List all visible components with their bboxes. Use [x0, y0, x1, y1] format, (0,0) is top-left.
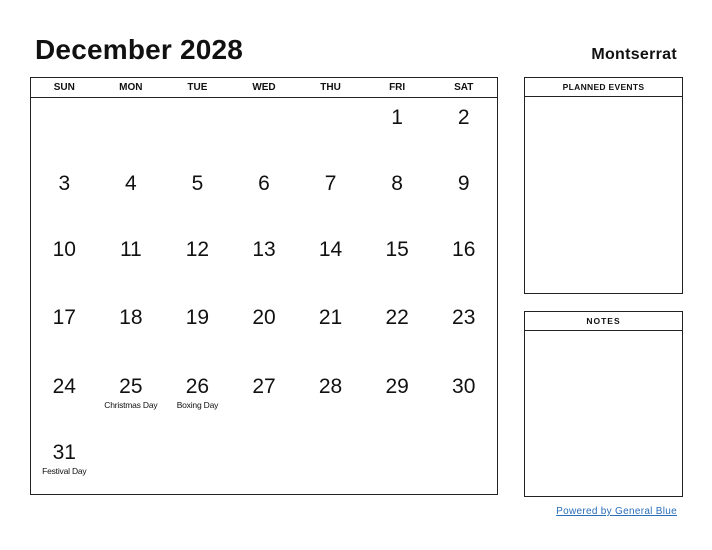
calendar-day-cell [430, 367, 497, 433]
calendar-day-cell [231, 433, 298, 495]
calendar-day-cell [297, 98, 364, 164]
calendar-grid [31, 98, 497, 495]
calendar-day-cell [430, 98, 497, 164]
calendar-day-cell [164, 164, 231, 230]
calendar-day-cell [164, 367, 231, 433]
day-number: 18 [119, 306, 143, 329]
calendar-day-cell [430, 230, 497, 298]
day-number: 14 [318, 238, 343, 261]
day-number: 28 [318, 375, 343, 398]
notes-heading: NOTES [525, 312, 682, 331]
calendar-day-cell [430, 298, 497, 367]
calendar-day-cell [164, 298, 231, 367]
day-number: 1 [391, 106, 403, 129]
day-number: 21 [318, 306, 343, 329]
day-number: 6 [258, 172, 270, 195]
calendar-day-cell [231, 298, 298, 367]
calendar-day-cell [98, 164, 165, 230]
day-number: 31 [52, 441, 76, 464]
holiday-label: Christmas Day [104, 400, 158, 410]
calendar-day-cell [98, 367, 165, 433]
day-number: 8 [391, 172, 403, 195]
month-calendar [30, 77, 498, 495]
holiday-label: Festival Day [42, 466, 87, 476]
weekday-sun: SUN [53, 82, 75, 93]
calendar-day-cell [164, 98, 231, 164]
calendar-day-cell [364, 433, 431, 495]
calendar-day-cell [164, 230, 231, 298]
notes-box [524, 311, 683, 497]
calendar-day-cell [297, 164, 364, 230]
calendar-day-cell [430, 433, 497, 495]
day-number: 12 [185, 238, 210, 261]
calendar-day-cell [364, 298, 431, 367]
day-number: 22 [385, 306, 409, 329]
country-name: Montserrat [591, 46, 677, 63]
calendar-day-cell [98, 98, 165, 164]
calendar-day-cell [297, 230, 364, 298]
calendar-day-cell [297, 367, 364, 433]
calendar-day-cell [231, 164, 298, 230]
weekday-thu: THU [320, 82, 341, 93]
weekday-wed: WED [252, 82, 276, 93]
planned-events-box [524, 77, 683, 294]
calendar-day-cell [31, 433, 98, 495]
calendar-day-cell [231, 98, 298, 164]
day-number: 13 [252, 238, 276, 261]
day-number: 9 [457, 172, 470, 195]
calendar-day-cell [31, 367, 98, 433]
day-number: 24 [52, 375, 76, 398]
calendar-day-cell [231, 230, 298, 298]
day-number: 16 [452, 238, 476, 261]
calendar-day-cell [297, 433, 364, 495]
weekday-header-row [31, 78, 497, 98]
day-number: 25 [119, 375, 143, 398]
calendar-day-cell [297, 298, 364, 367]
weekday-fri: FRI [389, 82, 406, 93]
day-number: 30 [452, 375, 476, 398]
day-number: 26 [185, 375, 210, 398]
calendar-day-cell [31, 230, 98, 298]
planned-events-heading: PLANNED EVENTS [525, 78, 682, 97]
day-number: 3 [58, 172, 71, 195]
calendar-day-cell [98, 230, 165, 298]
calendar-day-cell [364, 164, 431, 230]
calendar-day-cell [31, 298, 98, 367]
day-number: 20 [252, 306, 276, 329]
day-number: 27 [252, 375, 276, 398]
calendar-day-cell [31, 164, 98, 230]
day-number: 2 [457, 106, 470, 129]
calendar-day-cell [364, 367, 431, 433]
powered-by-link[interactable]: Powered by General Blue [556, 506, 677, 517]
day-number: 29 [385, 375, 409, 398]
day-number: 17 [52, 306, 76, 329]
day-number: 10 [52, 238, 76, 261]
calendar-day-cell [164, 433, 231, 495]
calendar-day-cell [98, 433, 165, 495]
calendar-day-cell [31, 98, 98, 164]
day-number: 15 [385, 238, 409, 261]
day-number: 23 [452, 306, 476, 329]
holiday-label: Boxing Day [176, 400, 219, 410]
page-title: December 2028 [35, 34, 244, 65]
day-number: 11 [119, 238, 142, 261]
day-number: 5 [191, 172, 204, 195]
day-number: 4 [125, 172, 137, 195]
weekday-mon: MON [119, 82, 143, 93]
calendar-day-cell [364, 230, 431, 298]
day-number: 7 [324, 172, 337, 195]
weekday-tue: TUE [187, 82, 208, 93]
calendar-day-cell [364, 98, 431, 164]
weekday-sat: SAT [454, 82, 474, 93]
day-number: 19 [185, 306, 210, 329]
calendar-day-cell [430, 164, 497, 230]
calendar-day-cell [98, 298, 165, 367]
calendar-day-cell [231, 367, 298, 433]
